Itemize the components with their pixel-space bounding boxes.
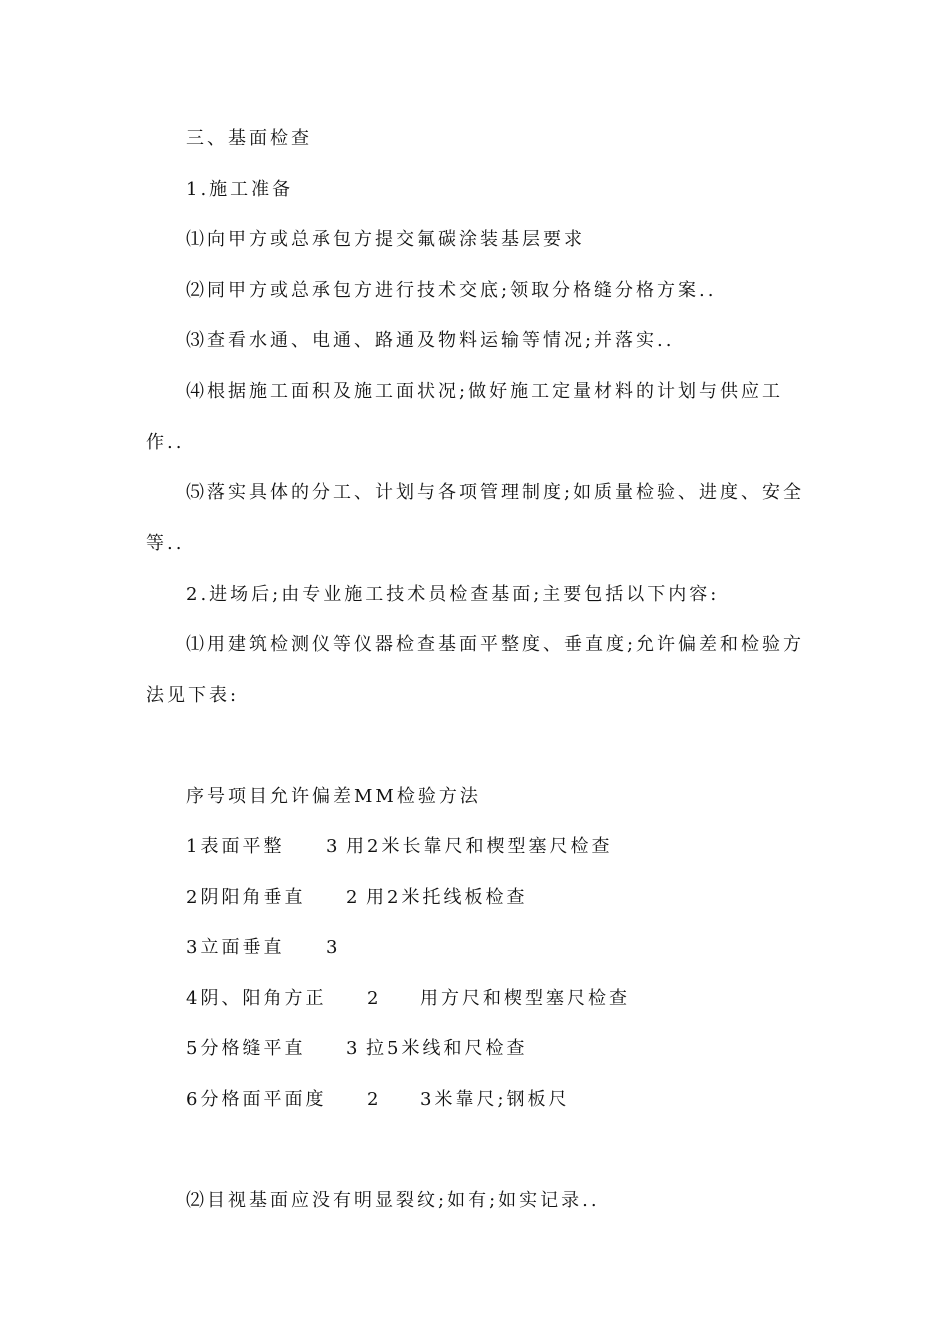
check-item-1: ⑴用建筑检测仪等仪器检查基面平整度、垂直度;允许偏差和检验方	[186, 634, 805, 655]
row-method: 用方尺和楔型塞尺检查	[420, 988, 630, 1009]
prep-item-1: ⑴向甲方或总承包方提交氟碳涂装基层要求	[186, 229, 585, 250]
check-item-2: ⑵目视基面应没有明显裂纹;如有;如实记录..	[186, 1190, 600, 1211]
prep-heading: 1.施工准备	[186, 179, 294, 200]
row-label: 5分格缝平直	[186, 1038, 306, 1059]
row-tolerance: 2	[367, 988, 382, 1009]
row-method: 3米靠尺;钢板尺	[420, 1089, 570, 1110]
section-title: 三、基面检查	[186, 128, 312, 149]
prep-item-2: ⑵同甲方或总承包方进行技术交底;领取分格缝分格方案..	[186, 280, 717, 301]
row-method: 拉5米线和尺检查	[366, 1038, 528, 1059]
row-label: 2阴阳角垂直	[186, 887, 306, 908]
row-tolerance: 2	[346, 887, 361, 908]
row-method: 用2米长靠尺和楔型塞尺检查	[346, 836, 613, 857]
prep-item-3: ⑶查看水通、电通、路通及物料运输等情况;并落实..	[186, 330, 675, 351]
prep-item-5: ⑸落实具体的分工、计划与各项管理制度;如质量检验、进度、安全	[186, 482, 805, 503]
row-label: 6分格面平面度	[186, 1089, 327, 1110]
row-label: 1表面平整	[186, 836, 285, 857]
row-tolerance: 3	[326, 836, 341, 857]
row-tolerance: 3	[346, 1038, 361, 1059]
entry-heading: 2.进场后;由专业施工技术员检查基面;主要包括以下内容:	[186, 584, 720, 605]
row-label: 4阴、阳角方正	[186, 988, 327, 1009]
prep-item-4-continuation: 作..	[146, 432, 185, 453]
check-item-1-continuation: 法见下表:	[146, 685, 240, 706]
prep-item-4: ⑷根据施工面积及施工面状况;做好施工定量材料的计划与供应工	[186, 381, 784, 402]
table-header: 序号项目允许偏差MM检验方法	[186, 786, 481, 807]
row-tolerance: 2	[367, 1089, 382, 1110]
prep-item-5-continuation: 等..	[146, 533, 185, 554]
row-tolerance: 3	[326, 937, 341, 958]
row-method: 用2米托线板检查	[366, 887, 528, 908]
row-label: 3立面垂直	[186, 937, 285, 958]
